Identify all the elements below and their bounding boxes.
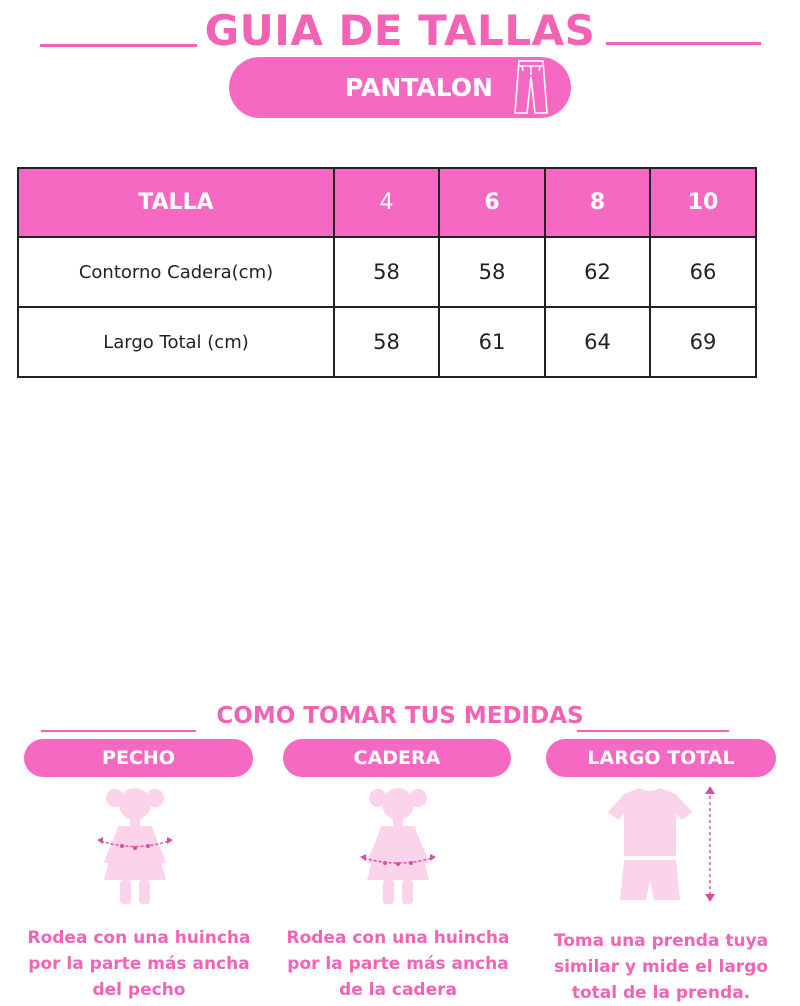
table-header-row (18, 168, 756, 237)
size-column-6: 6 (439, 168, 545, 237)
table-row (18, 237, 756, 307)
size-column-4: 4 (334, 168, 439, 237)
pecho-description-line: del pecho (92, 980, 186, 1000)
table-cell: 58 (334, 307, 439, 377)
table-cell: 69 (650, 307, 756, 377)
row-label-hip: Contorno Cadera(cm) (18, 237, 334, 307)
how-to-measure-title: COMO TOMAR TUS MEDIDAS (216, 703, 584, 729)
largo-total-pill: LARGO TOTAL (546, 739, 776, 777)
size-column-8: 8 (545, 168, 650, 237)
table-cell: 62 (545, 237, 650, 307)
size-column-10: 10 (650, 168, 756, 237)
cadera-description-line: Rodea con una huincha (286, 928, 510, 948)
pecho-pill: PECHO (24, 739, 253, 777)
size-header-label: TALLA (18, 168, 334, 237)
pecho-description-line: por la parte más ancha (28, 954, 250, 974)
girl-hip-measure-icon (355, 784, 441, 912)
pants-icon (511, 57, 551, 118)
pecho-description-line: Rodea con una huincha (27, 928, 251, 948)
largo-total-description (536, 928, 786, 1006)
subtitle-rule-left (41, 730, 196, 732)
subtitle-rule-right (577, 730, 729, 732)
largo-total-description-line: total de la prenda. (571, 983, 751, 1003)
garment-label: PANTALON (345, 73, 493, 102)
cadera-description-line: de la cadera (339, 980, 457, 1000)
table-cell: 58 (439, 237, 545, 307)
table-row (18, 307, 756, 377)
table-cell: 61 (439, 307, 545, 377)
pecho-description (14, 925, 264, 1003)
cadera-description-line: por la parte más ancha (287, 954, 509, 974)
table-cell: 58 (334, 237, 439, 307)
cadera-pill: CADERA (283, 739, 511, 777)
garment-length-measure-icon (604, 782, 728, 908)
row-label-length: Largo Total (cm) (18, 307, 334, 377)
garment-pill (229, 57, 571, 118)
largo-total-description-line: similar y mide el largo (553, 957, 769, 977)
largo-total-description-line: Toma una prenda tuya (553, 931, 769, 951)
table-cell: 66 (650, 237, 756, 307)
table-cell: 64 (545, 307, 650, 377)
page-title: GUIA DE TALLAS (204, 6, 596, 55)
size-table (17, 167, 757, 378)
cadera-description (273, 925, 523, 1003)
girl-chest-measure-icon (92, 784, 178, 912)
